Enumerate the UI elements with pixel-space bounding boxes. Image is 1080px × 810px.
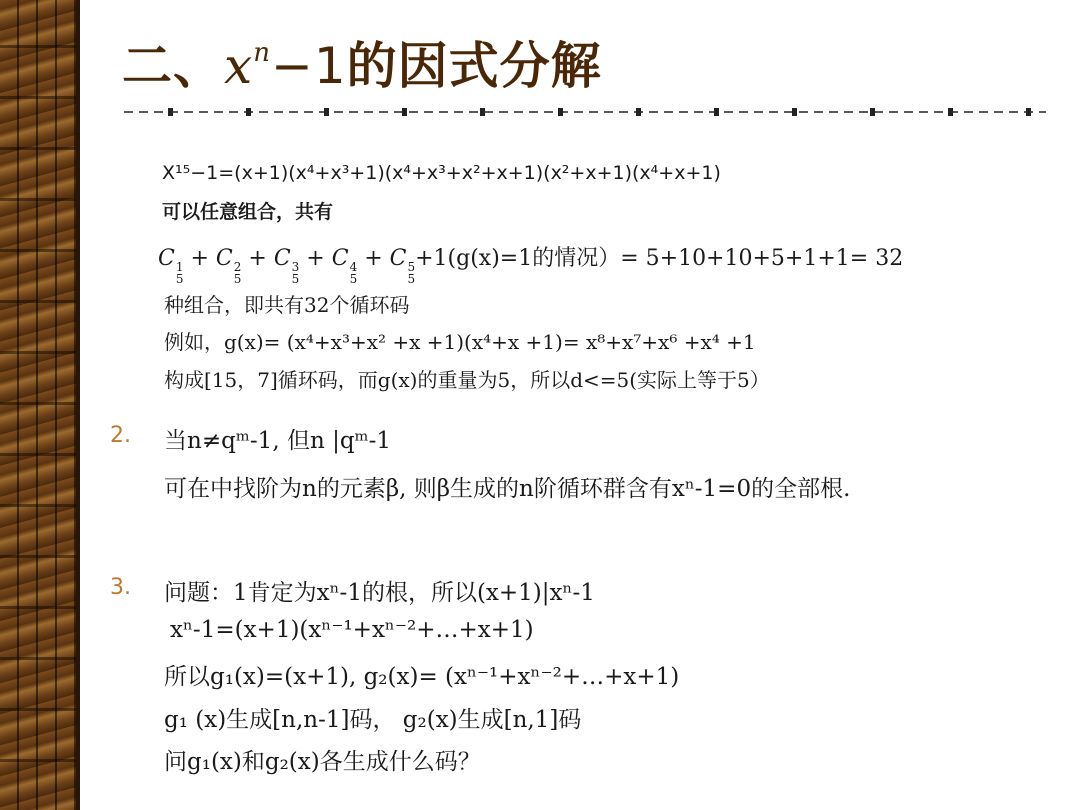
divider-dot — [948, 108, 953, 116]
title-prefix: 二、 — [122, 37, 224, 95]
combination-term: C 3 5 — [273, 246, 300, 286]
item-2-statement: 可在中找阶为n的元素β, 则β生成的n阶循环群含有xⁿ-1=0的全部根. — [164, 476, 851, 502]
divider-dot — [246, 108, 251, 116]
item-3-question: 问题：1肯定为xⁿ-1的根，所以(x+1)|xⁿ-1 — [164, 580, 595, 606]
plus-sign: + — [299, 246, 332, 271]
sidebar-edge — [76, 0, 80, 810]
item-3-factor: xⁿ-1=(x+1)(xⁿ⁻¹+xⁿ⁻²+…+x+1) — [170, 617, 534, 643]
divider-dot — [480, 108, 485, 116]
title-exponent: n — [253, 38, 271, 68]
item-3-g-definitions: 所以g₁(x)=(x+1), g₂(x)= (xⁿ⁻¹+xⁿ⁻²+…+x+1) — [164, 664, 680, 690]
item-2-number: 2. — [110, 423, 131, 448]
combination-tail: +1(g(x)=1的情况）= 5+10+10+5+1+1= 32 — [415, 246, 904, 271]
combination-formula — [158, 241, 903, 285]
plus-sign: + — [183, 246, 216, 271]
dashed-divider — [124, 104, 1046, 120]
count-text: 种组合，即共有32个循环码 — [164, 293, 410, 317]
combination-term: C 5 5 — [389, 246, 416, 286]
conclusion-text: 构成[15，7]循环码，而g(x)的重量为5，所以d<=5(实际上等于5） — [164, 368, 770, 392]
item-3-ask: 问g₁(x)和g₂(x)各生成什么码？ — [164, 749, 481, 775]
item-3-number: 3. — [110, 575, 131, 600]
item-3-codes: g₁ (x)生成[n,n-1]码， g₂(x)生成[n,1]码 — [164, 707, 582, 733]
title-suffix: 的因式分解 — [346, 37, 602, 95]
combine-text: 可以任意组合，共有 — [162, 201, 334, 223]
divider-dot — [636, 108, 641, 116]
combination-term: C 2 5 — [215, 246, 242, 286]
plus-sign: + — [357, 246, 390, 271]
item-2-condition: 当n≠qᵐ-1, 但n |qᵐ-1 — [164, 428, 392, 454]
title-minus-one: −1 — [270, 37, 347, 95]
divider-dot — [792, 108, 797, 116]
divider-dot — [168, 108, 173, 116]
factorization-line: X¹⁵−1=(x+1)(x⁴+x³+1)(x⁴+x³+x²+x+1)(x²+x+1)(x⁴+x+1) — [162, 162, 721, 184]
divider-dot — [714, 108, 719, 116]
title-x: x — [224, 37, 254, 95]
decorative-wood-sidebar — [0, 0, 80, 810]
example-text: 例如，g(x)= (x⁴+x³+x² +x +1)(x⁴+x +1)= x⁸+x⁷+x⁶ +x⁴ +1 — [164, 330, 756, 354]
combination-term: C 4 5 — [331, 246, 358, 286]
plus-sign: + — [241, 246, 274, 271]
divider-dot — [1026, 108, 1031, 116]
divider-dot — [870, 108, 875, 116]
divider-dot — [402, 108, 407, 116]
combination-terms — [158, 246, 416, 286]
slide-title — [122, 26, 602, 98]
combination-term: C 1 5 — [158, 246, 184, 286]
divider-dot — [558, 108, 563, 116]
divider-dot — [324, 108, 329, 116]
